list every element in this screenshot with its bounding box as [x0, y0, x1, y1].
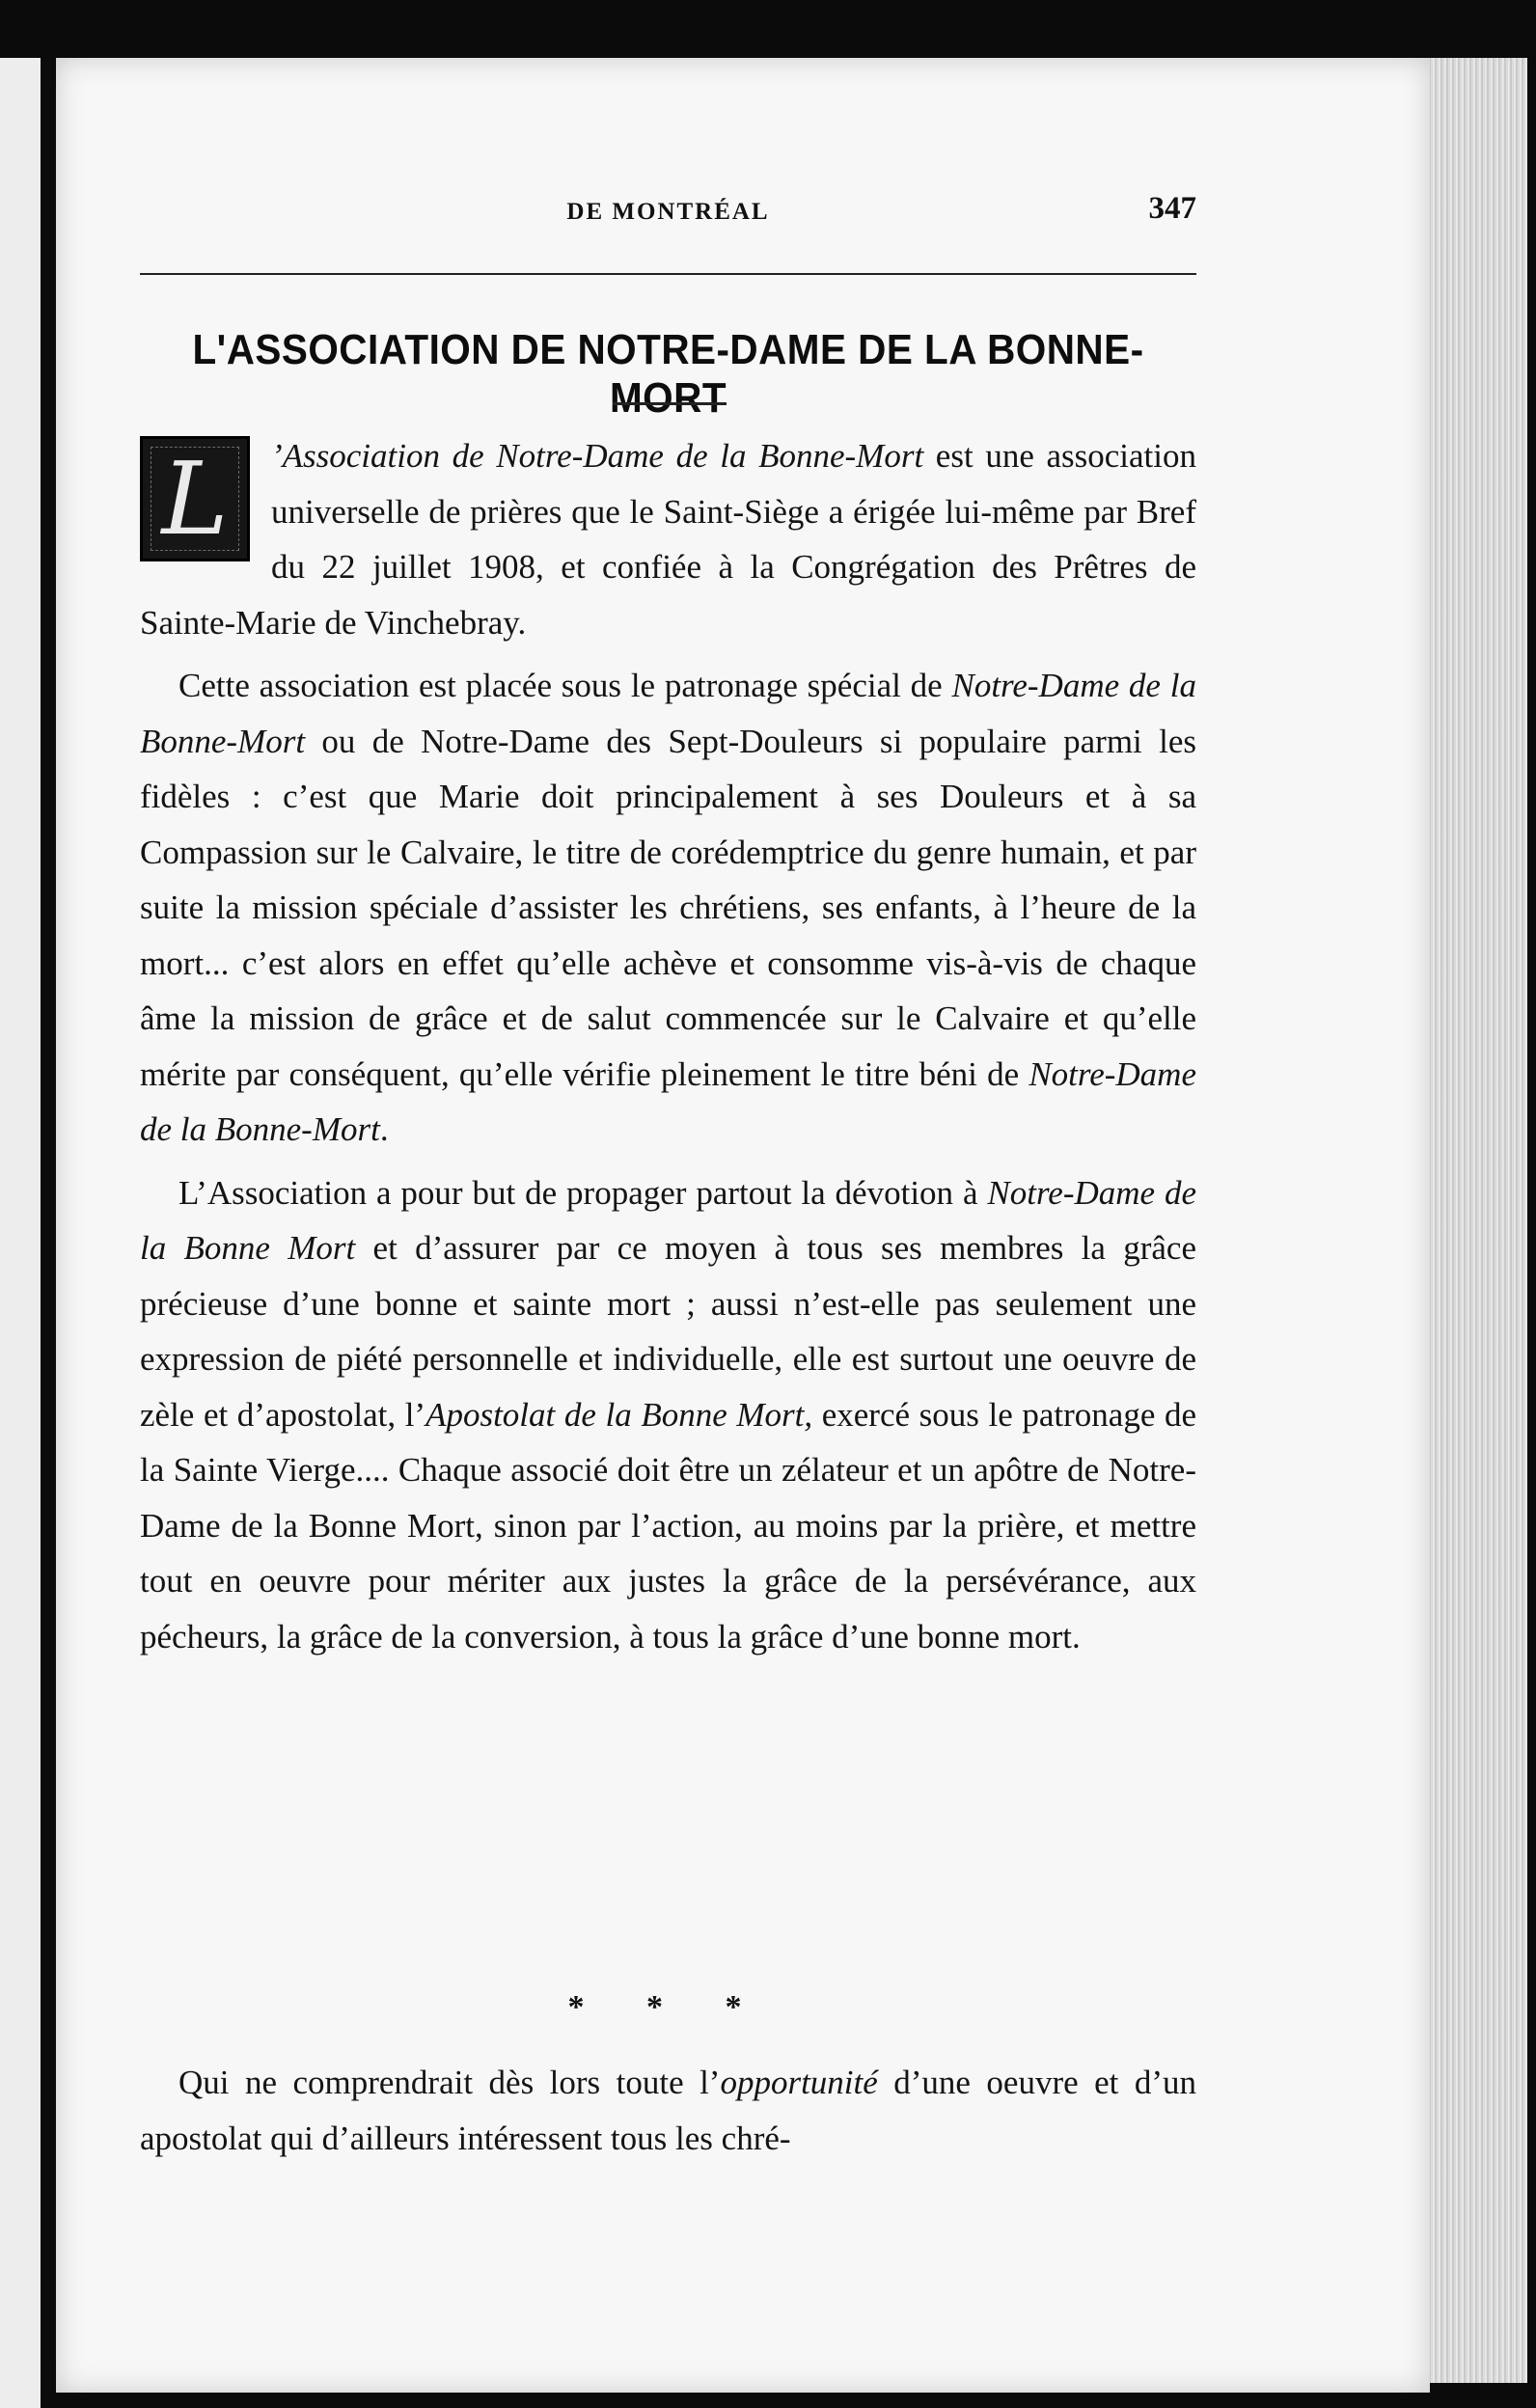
body-text: [140, 428, 1196, 1664]
paragraph-3-italic-d: Apostolat de la Bonne Mort,: [425, 1395, 813, 1434]
paragraph-3-text-a: L’Association a pour but de propager partout la dévotion à: [178, 1173, 988, 1212]
running-head: [140, 191, 1196, 237]
paragraph-4-text-c: d’une oeuvre et d’un apostolat qui d’ailleurs intéressent tous les chré-: [140, 2064, 1196, 2157]
paragraph-3-text-c: et d’assurer par ce moyen à tous ses membres la grâce précieuse d’une bonne et sainte mort ; aussi n’est-elle pas seulement une expression de piété personnelle et individuelle, elle est surtout une oeuvre de zèle et d’apostolat, l’: [140, 1229, 1196, 1434]
paragraph-4-text-a: Qui ne comprendrait dès lors toute l’: [178, 2064, 721, 2101]
chapter-title: L'ASSOCIATION DE NOTRE-DAME DE LA BONNE-MORT: [192, 326, 1144, 422]
paragraph-3-italic-b: Notre-Dame de la Bonne Mort: [140, 1173, 1196, 1267]
running-title: DE MONTRÉAL: [566, 199, 770, 225]
paragraph-3-text-e: exercé sous le patronage de la Sainte Vierge.... Chaque associé doit être un zélateur et un apôtre de Notre-Dame de la Bonne Mort, sinon par l’action, au moins par la prière, et mettre tout en oeuvre pour mériter aux justes la grâce de la persévérance, aux pécheurs, la grâce de la conversion, à tous la grâce d’une bonne mort.: [140, 1395, 1196, 1656]
paragraph-2-text-c: ou de Notre-Dame des Sept-Douleurs si populaire parmi les fidèles : c’est que Marie doit principalement à ses Douleurs et à sa Compassion sur le Calvaire, le titre de corédemptrice du genre humain, et par suite la mission spéciale d’assister les chrétiens, ses enfants, à l’heure de la mort... c’est alors en effet qu’elle achève et consomme vis-à-vis de chaque âme la mission de grâce et de salut commencée sur le Calvaire et qu’elle mérite par conséquent, qu’elle vérifie pleinement le titre béni de: [140, 722, 1196, 1093]
title-rule: [613, 402, 727, 405]
paragraph-4-italic-b: opportunité: [720, 2064, 878, 2101]
paragraph-2-italic-b: Notre-Dame de la Bonne-Mort: [140, 667, 1196, 760]
section-separator: * * *: [567, 1989, 769, 2025]
body-text-continued: [140, 2055, 1196, 2166]
paragraph-4: [140, 2055, 1196, 2166]
scan-right-page-edges: [1426, 58, 1527, 2383]
dropcap-letter: L: [161, 440, 229, 558]
paragraph-1: [140, 428, 1196, 650]
paragraph-3: [140, 1165, 1196, 1665]
paragraph-2: [140, 658, 1196, 1158]
paragraph-1-text: est une association universelle de prières que le Saint-Siège a érigée lui-même par Bref du 22 juillet 1908, et confiée à la Congrégation des Prêtres de Sainte-Marie de Vinchebray.: [140, 437, 1196, 642]
dropcap-ornament: [140, 436, 250, 561]
page-number: 347: [1148, 191, 1196, 226]
paragraph-1-italic-lead: ’Association de Notre-Dame de la Bonne-Mort: [271, 437, 924, 475]
paragraph-2-text-e: .: [379, 1110, 389, 1148]
paragraph-2-italic-d: Notre-Dame de la Bonne-Mort: [140, 1054, 1196, 1148]
header-rule: [140, 273, 1196, 275]
paragraph-2-text-a: Cette association est placée sous le patronage spécial de: [178, 667, 952, 704]
scan-left-page-edge: [0, 58, 41, 2408]
